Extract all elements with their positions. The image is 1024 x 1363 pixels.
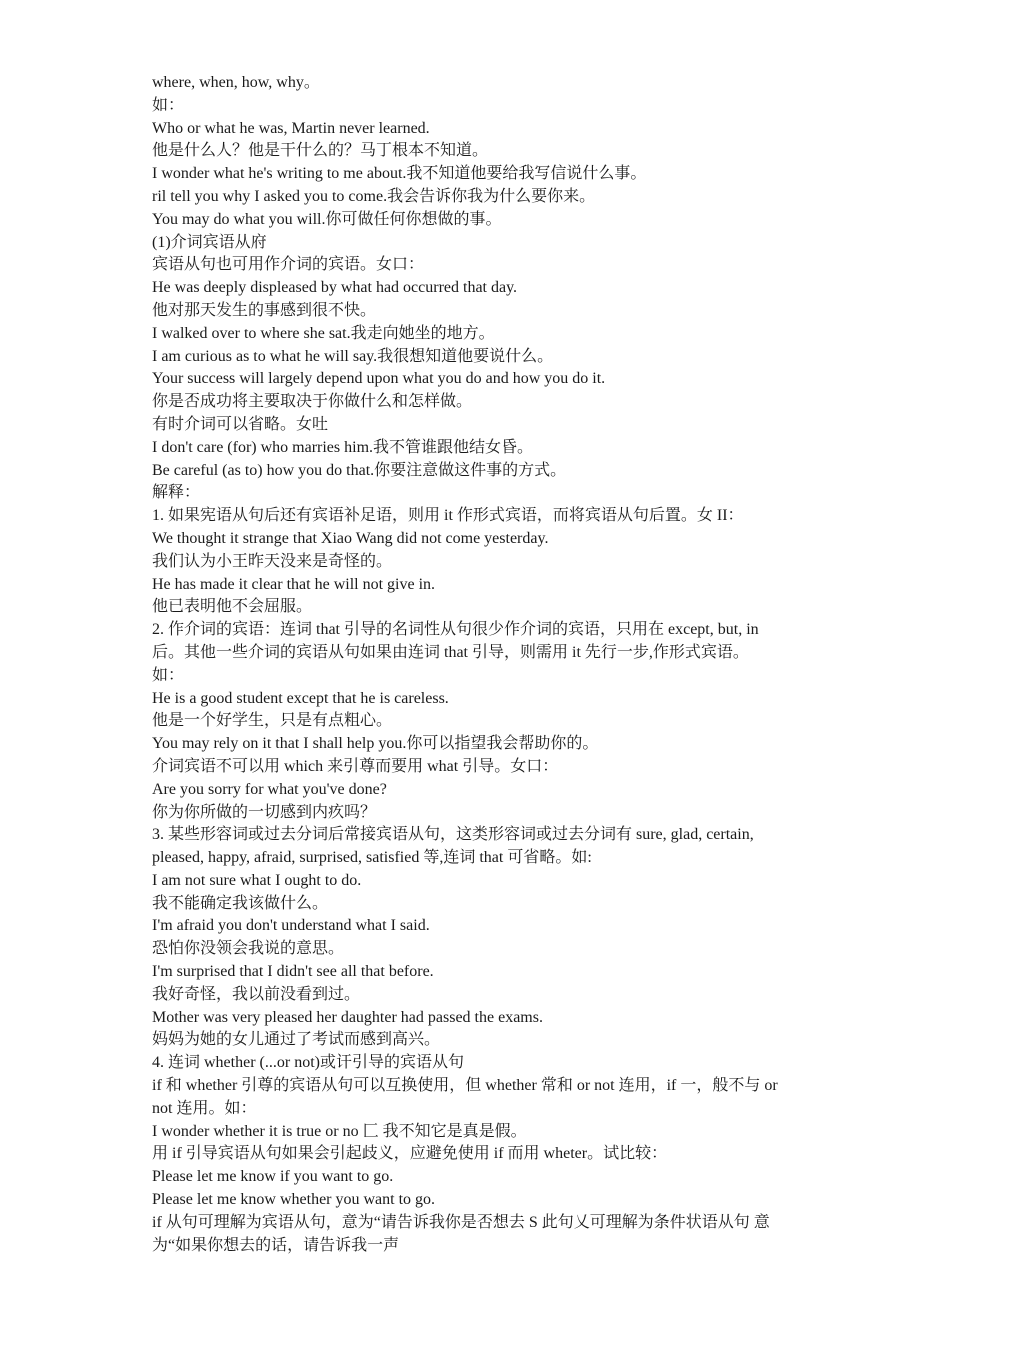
- text-line: He was deeply displeased by what had occurred that day.: [152, 279, 518, 297]
- text-line: Are you sorry for what you've done?: [152, 780, 387, 798]
- text-line: 2. 作介词的宾语：连词 that 引导的名词性从句很少作介词的宾语，只用在 except, but, in: [152, 621, 759, 639]
- text-line: if 从句可理解为宾语从句，意为“请告诉我你是否想去 S 此句乂可理解为条件状语从句 意: [152, 1213, 770, 1231]
- text-line: He is a good student except that he is careless.: [152, 689, 449, 707]
- text-line: I am curious as to what he will say.我很想知道他要说什么。: [152, 347, 554, 365]
- text-line: I don't care (for) who marries him.我不管谁跟他结女昏。: [152, 438, 534, 456]
- text-line: 我不能确定我该做什么。: [152, 894, 329, 912]
- text-line: You may do what you will.你可做任何你想做的事。: [152, 210, 502, 228]
- text-line: 后。其他一些介词的宾语从句如果由连词 that 引导，则需用 it 先行一步,作形式宾语。: [152, 643, 749, 661]
- text-line: 用 if 引导宾语从句如果会引起歧义，应避免使用 if 而用 wheter。试比较：: [152, 1145, 668, 1163]
- text-line: 如：: [152, 96, 185, 114]
- text-line: Mother was very pleased her daughter had passed the exams.: [152, 1008, 543, 1026]
- text-line: 妈妈为她的女儿通过了考试而感到高兴。: [152, 1031, 441, 1049]
- text-line: 3. 某些形容词或过去分词后常接宾语从句，这类形容词或过去分词有 sure, glad, certain,: [152, 826, 754, 844]
- document-body: [152, 72, 882, 1257]
- text-line: Who or what he was, Martin never learned.: [152, 119, 430, 137]
- text-line: 你为你所做的一切感到内疚吗？: [152, 803, 377, 821]
- text-line: We thought it strange that Xiao Wang did not come yesterday.: [152, 529, 549, 547]
- text-line: 有时介词可以省略。女吐: [152, 415, 329, 433]
- text-line: 宾语从句也可用作介词的宾语。女口：: [152, 256, 425, 274]
- text-line: Your success will largely depend upon what you do and how you do it.: [152, 370, 606, 388]
- text-line: not 连用。如：: [152, 1099, 257, 1117]
- text-line: Please let me know whether you want to go.: [152, 1191, 436, 1209]
- text-line: You may rely on it that I shall help you.你可以指望我会帮助你的。: [152, 735, 599, 753]
- text-line: pleased, happy, afraid, surprised, satisfied 等,连词 that 可省略。如:: [152, 849, 592, 867]
- text-line: I'm surprised that I didn't see all that before.: [152, 963, 434, 981]
- text-line: 他对那天发生的事感到很不快。: [152, 301, 377, 319]
- text-line: (1)介词宾语从府: [152, 233, 267, 251]
- text-line: 恐怕你没领会我说的意思。: [152, 940, 345, 958]
- text-line: I wonder whether it is true or no 匚 我不知它是真是假。: [152, 1122, 527, 1140]
- text-line: Be careful (as to) how you do that.你要注意做这件事的方式。: [152, 461, 567, 479]
- text-line: 解释：: [152, 484, 201, 502]
- text-line: I'm afraid you don't understand what I said.: [152, 917, 430, 935]
- text-line: He has made it clear that he will not give in.: [152, 575, 436, 593]
- text-line: 我好奇怪，我以前没看到过。: [152, 985, 361, 1003]
- text-line: ril tell you why I asked you to come.我会告诉你我为什么要你来。: [152, 187, 596, 205]
- text-line: Please let me know if you want to go.: [152, 1168, 394, 1186]
- text-line: if 和 whether 引尊的宾语从句可以互换使用，但 whether 常和 or not 连用，if 一，般不与 or: [152, 1077, 778, 1095]
- text-line: 他是什么人？他是干什么的？马丁根本不知道。: [152, 142, 489, 160]
- text-line: where, when, how, why。: [152, 74, 320, 91]
- text-line: 他是一个好学生，只是有点粗心。: [152, 712, 393, 730]
- text-line: I walked over to where she sat.我走向她坐的地方。: [152, 324, 495, 342]
- text-line: 4. 连词 whether (...or not)或讦引导的宾语从句: [152, 1054, 464, 1072]
- text-line: 我们认为小王昨天没来是奇怪的。: [152, 552, 393, 570]
- text-line: 1. 如果宪语从句后还有宾语补足语，则用 it 作形式宾语，而将宾语从句后置。女 II：: [152, 507, 744, 525]
- text-line: 为“如果你想去的话，请告诉我一声: [152, 1236, 400, 1254]
- text-line: 介词宾语不可以用 which 来引尊而要用 what 引导。女口：: [152, 757, 559, 775]
- text-line: I wonder what he's writing to me about.我不知道他要给我写信说什么事。: [152, 165, 647, 183]
- text-line: 他已表明他不会屈服。: [152, 598, 313, 616]
- text-line: 你是否成功将主要取决于你做什么和怎样做。: [152, 393, 473, 411]
- text-line: 如：: [152, 666, 185, 684]
- text-line: I am not sure what I ought to do.: [152, 871, 362, 889]
